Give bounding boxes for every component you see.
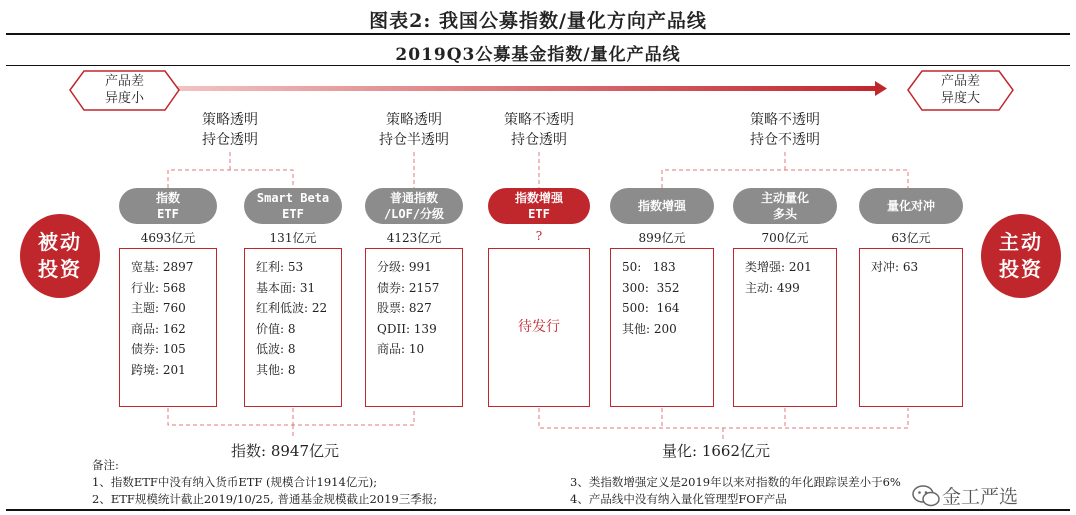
list-item: 价值: 8	[256, 321, 296, 336]
diff-large-label	[920, 73, 1001, 107]
note-3: 3、类指数增强定义是2019年以来对指数的年化跟踪误差小于6%	[570, 475, 901, 489]
note-4: 4、产品线中没有纳入量化管理型FOF产品	[570, 492, 787, 506]
quant-total: 量化: 1662亿元	[662, 442, 770, 460]
list-item: 分级: 991	[377, 260, 432, 274]
index-total: 指数: 8947亿元	[231, 442, 339, 460]
list-item: 主动: 499	[745, 280, 800, 295]
size-enhanced-etf: ?	[535, 229, 543, 243]
product-3-line1: 普通指数	[389, 191, 438, 205]
list-item: 红利: 53	[256, 260, 304, 274]
strategy-3-line2: 持仓透明	[511, 132, 567, 148]
pending-issue-label: 待发行	[518, 319, 560, 336]
figure-title: 图表2: 我国公募指数/量化方向产品线	[369, 10, 707, 32]
strategy-2-line1: 策略透明	[386, 112, 442, 128]
list-item: 300: 352	[622, 280, 680, 295]
active-investment-badge	[981, 214, 1061, 298]
product-6-line1: 主动量化	[760, 191, 809, 205]
list-item: 其他: 8	[256, 362, 296, 377]
product-enhanced-index	[610, 188, 714, 224]
list-item: 主题: 760	[131, 301, 186, 315]
note-1: 1、指数ETF中没有纳入货币ETF (规模合计1914亿元);	[92, 475, 378, 489]
notes-label: 备注:	[92, 458, 119, 472]
detail-box-quant-hedge	[859, 248, 963, 407]
diff-large-line2: 异度大	[940, 91, 980, 106]
strategy-4-line2: 持仓不透明	[750, 132, 820, 148]
list-item: 行业: 568	[131, 280, 186, 295]
detail-box-ordinary-index	[365, 248, 463, 407]
watermark: 金工严选	[942, 486, 1019, 508]
product-4-line1: 指数增强	[514, 191, 563, 205]
wechat-icon	[912, 484, 940, 508]
list-item: QDII: 139	[377, 321, 437, 336]
bottom-rule	[6, 509, 1070, 511]
list-item: 股票: 827	[377, 301, 432, 315]
product-2-line2: ETF	[282, 207, 304, 221]
product-1-line2: ETF	[157, 207, 179, 221]
list-item: 跨境: 201	[131, 362, 186, 377]
strategy-3	[479, 110, 599, 150]
list-item: 500: 164	[622, 301, 680, 315]
note-2: 2、ETF规模统计截止2019/10/25, 普通基金规模截止2019三季报;	[92, 492, 438, 506]
differentiation-arrow	[175, 86, 875, 91]
list-item: 对冲: 63	[871, 260, 919, 274]
list-item: 其他: 200	[622, 321, 677, 336]
list-item: 低波: 8	[256, 342, 296, 356]
diff-small-line1: 产品差	[104, 74, 144, 89]
list-item: 商品: 10	[377, 342, 425, 356]
detail-box-index-etf	[119, 248, 217, 407]
active-line2: 投资	[999, 257, 1043, 281]
list-item: 类增强: 201	[745, 260, 812, 274]
size-active-quant: 700亿元	[761, 231, 809, 245]
size-ordinary-index: 4123亿元	[386, 231, 442, 245]
product-index-etf	[119, 188, 217, 224]
list-item: 商品: 162	[131, 321, 186, 336]
diff-small-label	[84, 73, 165, 107]
strategy-2	[354, 110, 474, 150]
list-item: 基本面: 31	[256, 280, 316, 295]
detail-box-smart-beta	[244, 248, 342, 407]
product-6-line2: 多头	[772, 207, 797, 221]
product-enhanced-index-etf	[488, 188, 590, 224]
product-7-line1: 量化对冲	[886, 199, 935, 213]
size-index-etf: 4693亿元	[140, 231, 196, 245]
detail-box-enhanced-index	[610, 248, 714, 407]
product-2-line1: Smart Beta	[256, 191, 330, 205]
product-quant-hedge	[859, 188, 963, 224]
product-4-line2: ETF	[528, 207, 550, 221]
product-1-line1: 指数	[155, 191, 180, 205]
active-line1: 主动	[999, 230, 1043, 254]
passive-line1: 被动	[38, 230, 82, 254]
list-item: 红利低波: 22	[256, 301, 328, 315]
list-item: 50: 183	[622, 260, 676, 274]
list-item: 债券: 2157	[377, 280, 440, 295]
detail-box-enhanced-etf	[488, 248, 590, 407]
strategy-3-line1: 策略不透明	[504, 112, 574, 128]
size-quant-hedge: 63亿元	[891, 231, 931, 245]
diff-small-line2: 异度小	[104, 91, 144, 106]
product-3-line2: /LOF/分级	[383, 207, 445, 221]
passive-line2: 投资	[38, 257, 82, 281]
list-item: 宽基: 2897	[131, 260, 194, 274]
strategy-4	[725, 110, 845, 150]
strategy-1	[170, 110, 290, 150]
size-enhanced-index: 899亿元	[638, 231, 686, 245]
strategy-4-line1: 策略不透明	[750, 112, 820, 128]
product-smart-beta-etf	[244, 188, 342, 224]
strategy-2-line2: 持仓半透明	[379, 132, 449, 148]
diff-large-line1: 产品差	[940, 74, 980, 89]
strategy-1-line2: 持仓透明	[202, 132, 258, 148]
size-smart-beta: 131亿元	[269, 231, 317, 245]
chart-subtitle: 2019Q3公募基金指数/量化产品线	[395, 45, 681, 65]
product-ordinary-index	[365, 188, 463, 224]
detail-box-active-quant	[733, 248, 837, 407]
strategy-1-line1: 策略透明	[202, 112, 258, 128]
product-active-quant	[733, 188, 837, 224]
product-5-line1: 指数增强	[637, 199, 686, 213]
arrow-head	[875, 81, 887, 96]
list-item: 债券: 105	[131, 342, 186, 356]
passive-investment-badge	[20, 214, 100, 298]
